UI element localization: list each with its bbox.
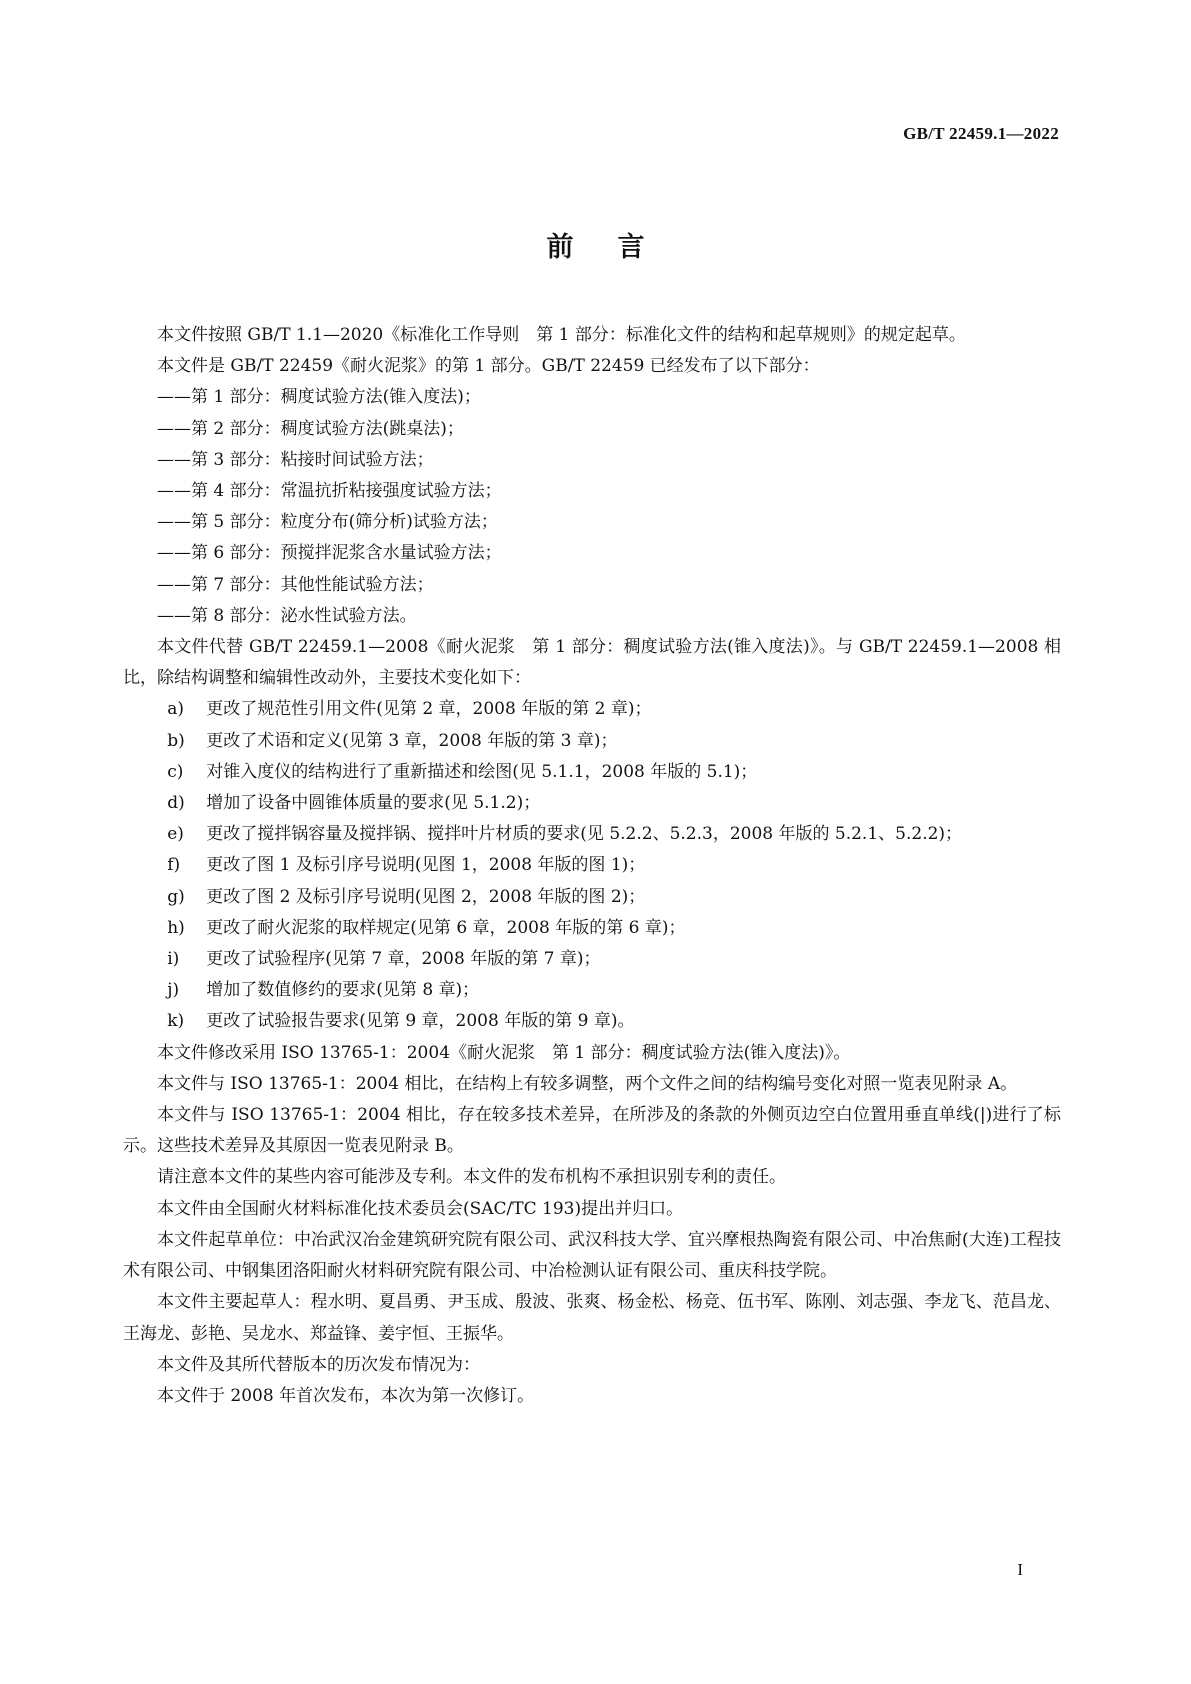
list-item-label: f) (167, 855, 181, 876)
list-item-part-4: ——第 4 部分：常温抗折粘接强度试验方法； (157, 481, 502, 502)
list-item-part-1: ——第 1 部分：稠度试验方法(锥入度法)； (157, 387, 481, 408)
list-item-label: c) (167, 761, 184, 782)
list-item-label: g) (167, 886, 185, 907)
paragraph-structure-differences: 本文件与 ISO 13765-1：2004 相比，在结构上有较多调整，两个文件之间的结构编号变化对照一览表见附录 A。 (157, 1073, 1018, 1094)
list-item-text: 更改了耐火泥浆的取样规定(见第 6 章，2008 年版的第 6 章)； (206, 917, 686, 938)
list-item-change-j (123, 975, 1061, 1006)
list-item-text: 更改了图 1 及标引序号说明(见图 1，2008 年版的图 1)； (206, 855, 646, 876)
paragraph-technical-differences: 本文件与 ISO 13765-1：2004 相比，存在较多技术差异，在所涉及的条款的外侧页边空白位置用垂直单线(|)进行了标示。这些技术差异及其原因一览表见附录 B。 (123, 1105, 1061, 1157)
list-item-change-b (123, 726, 1061, 757)
list-item-part-7: ——第 7 部分：其他性能试验方法； (157, 574, 434, 595)
list-item-text: 增加了数值修约的要求(见第 8 章)； (206, 980, 480, 1001)
list-item-part-6: ——第 6 部分：预搅拌泥浆含水量试验方法； (157, 543, 502, 564)
paragraph-drafting-rules: 本文件按照 GB/T 1.1—2020《标准化工作导则 第 1 部分：标准化文件的结构和起草规则》的规定起草。 (157, 325, 966, 345)
paragraph-drafting-organizations: 本文件起草单位：中冶武汉冶金建筑研究院有限公司、武汉科技大学、宜兴摩根热陶瓷有限公司、中冶焦耐(大连)工程技术有限公司、中钢集团洛阳耐火材料研究院有限公司、中冶检测认证有限公司、重庆科技学院。 (123, 1229, 1061, 1282)
list-item-change-a (123, 694, 1061, 725)
paragraph-history: 本文件于 2008 年首次发布，本次为第一次修订。 (157, 1385, 535, 1406)
page-number: I (1017, 1560, 1023, 1579)
list-item-text: 更改了图 2 及标引序号说明(见图 2，2008 年版的图 2)； (206, 886, 646, 907)
list-item-label: b) (167, 730, 185, 751)
paragraph-committee: 本文件由全国耐火材料标准化技术委员会(SAC/TC 193)提出并归口。 (157, 1198, 684, 1219)
paragraph-history-intro: 本文件及其所代替版本的历次发布情况为： (157, 1354, 480, 1375)
list-item-label: k) (167, 1011, 185, 1032)
standard-number: GB/T 22459.1—2022 (903, 124, 1059, 143)
list-item-part-5: ——第 5 部分：粒度分布(筛分析)试验方法； (157, 512, 498, 533)
list-item-change-e (123, 819, 1061, 850)
paragraph-replaces: 本文件代替 GB/T 22459.1—2008《耐火泥浆 第 1 部分：稠度试验方法(锥入度法)》。与 GB/T 22459.1—2008 相比，除结构调整和编辑性改动外，主要技术变化如下： (123, 637, 1061, 689)
list-item-label: i) (167, 949, 180, 970)
list-item-label: h) (167, 917, 185, 938)
list-item-label: e) (167, 824, 184, 845)
list-item-text: 更改了搅拌锅容量及搅拌锅、搅拌叶片材质的要求(见 5.2.2、5.2.3，2008 年版的 5.2.1、5.2.2)； (206, 824, 963, 845)
list-item-text: 更改了试验报告要求(见第 9 章，2008 年版的第 9 章)。 (206, 1011, 635, 1032)
list-item-text: 对锥入度仪的结构进行了重新描述和绘图(见 5.1.1，2008 年版的 5.1)； (206, 761, 758, 782)
list-item-change-k (123, 1006, 1061, 1037)
paragraph-drafters: 本文件主要起草人：程水明、夏昌勇、尹玉成、殷波、张爽、杨金松、杨竞、伍书军、陈刚、刘志强、李龙飞、范昌龙、王海龙、彭艳、吴龙水、郑益锋、姜宇恒、王振华。 (123, 1292, 1061, 1344)
list-item-change-h (123, 913, 1061, 944)
paragraph-patent-notice: 请注意本文件的某些内容可能涉及专利。本文件的发布机构不承担识别专利的责任。 (157, 1167, 786, 1188)
list-item-change-f (123, 850, 1061, 881)
list-item-change-i (123, 944, 1061, 975)
list-item-change-c (123, 757, 1061, 788)
paragraph-series-parts: 本文件是 GB/T 22459《耐火泥浆》的第 1 部分。GB/T 22459 已经发布了以下部分： (157, 356, 820, 377)
list-item-part-3: ——第 3 部分：粘接时间试验方法； (157, 449, 434, 470)
list-item-label: d) (167, 793, 185, 814)
list-item-text: 更改了规范性引用文件(见第 2 章，2008 年版的第 2 章)； (206, 699, 652, 720)
list-item-change-d (123, 788, 1061, 819)
list-item-change-g (123, 882, 1061, 913)
list-item-label: j) (167, 980, 180, 1001)
list-item-part-8: ——第 8 部分：泌水性试验方法。 (157, 605, 417, 626)
list-item-text: 更改了试验程序(见第 7 章，2008 年版的第 7 章)； (206, 949, 601, 970)
list-item-part-2: ——第 2 部分：稠度试验方法(跳桌法)； (157, 418, 464, 439)
list-item-text: 增加了设备中圆锥体质量的要求(见 5.1.2)； (206, 793, 541, 814)
foreword-body (123, 320, 1061, 1412)
list-item-label: a) (167, 699, 184, 720)
page-title: 前言 (546, 232, 689, 263)
paragraph-iso-adoption: 本文件修改采用 ISO 13765-1：2004《耐火泥浆 第 1 部分：稠度试验方法(锥入度法)》。 (157, 1042, 851, 1063)
list-item-text: 更改了术语和定义(见第 3 章，2008 年版的第 3 章)； (206, 730, 618, 751)
